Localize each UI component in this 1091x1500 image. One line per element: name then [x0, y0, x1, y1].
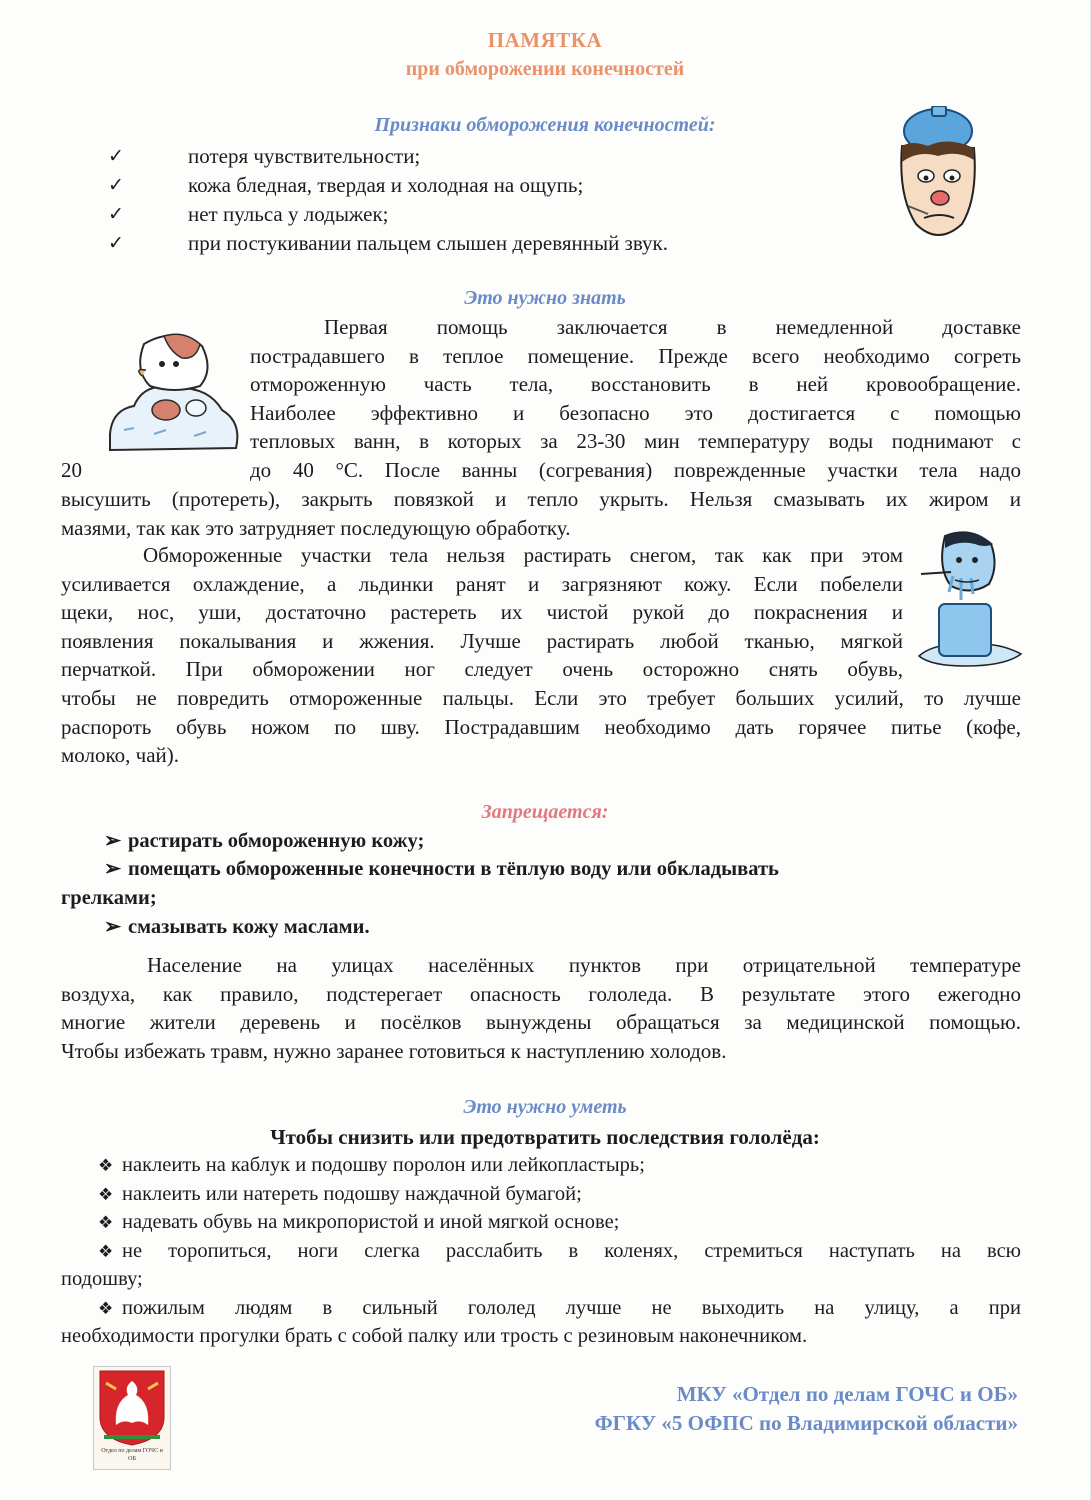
- emblem-caption: Отдел по делам ГОЧС и ОБ: [101, 1448, 163, 1462]
- text-line: молоко, чай).: [61, 743, 179, 768]
- list-item: ✓ потеря чувствительности;: [108, 142, 668, 171]
- text-line: мазями, так как это затрудняет последующую обработку.: [61, 515, 571, 540]
- diamond-bullet-icon: ❖: [98, 1242, 114, 1261]
- diamond-bullet-icon: ❖: [98, 1156, 114, 1175]
- know-heading: Это нужно знать: [464, 287, 626, 309]
- text-line: Население на улицах населённых пунктов при отрицательной температуре: [147, 953, 1021, 977]
- text-line: появления покалывания и жжения. Лучше растирать любой тканью, мягкой: [61, 628, 903, 653]
- emblem: [93, 1366, 171, 1470]
- sick-person-illustration: [888, 106, 988, 246]
- footer-org-2: ФГКУ «5 ОФПС по Владимирской области»: [594, 1411, 1018, 1435]
- text-line: Первая помощь заключается в немедленной доставке: [324, 315, 1021, 339]
- text-line: Чтобы избежать травм, нужно заранее готовиться к наступлению холодов.: [61, 1038, 727, 1063]
- frozen-person-illustration: [915, 530, 1025, 670]
- checkmark-icon: ✓: [108, 175, 124, 196]
- text-line: пострадавшего в теплое помещение. Прежде всего необходимо согреть: [250, 343, 1021, 368]
- snowman-illustration: [104, 330, 244, 458]
- know-paragraph-1-top: [250, 313, 1021, 485]
- text-line: высушить (протереть), закрыть повязкой и тепло укрыть. Нельзя смазывать их жиром и: [61, 487, 1021, 511]
- diamond-bullet-icon: ❖: [98, 1213, 114, 1232]
- prohibited-item-continuation: грелками;: [61, 887, 157, 909]
- prohibited-item: ➢ растирать обмороженную кожу;: [104, 827, 424, 856]
- list-item: ✓ при постукивании пальцем слышен деревянный звук.: [108, 229, 668, 258]
- rule-item: ❖ наклеить на каблук и подошву поролон или лейкопластырь;: [98, 1151, 645, 1181]
- skills-subheading: Чтобы снизить или предотвратить последствия гололёда:: [270, 1125, 820, 1149]
- text-line: Обмороженные участки тела нельзя растирать снегом, так как при этом: [143, 543, 903, 567]
- text-line: отмороженную часть тела, восстановить в ней кровообращение.: [250, 372, 1021, 397]
- diamond-bullet-icon: ❖: [98, 1299, 114, 1318]
- diamond-bullet-icon: ❖: [98, 1185, 114, 1204]
- text-line: распороть обувь ножом по шву. Пострадавшим необходимо дать горячее питье (кофе,: [61, 714, 1021, 739]
- rule-item-continuation: необходимости прогулки брать с собой палку или трость с резиновым наконечником.: [61, 1325, 808, 1347]
- text-line: чтобы не повредить отмороженные пальцы. Если это требует больших усилий, то лучше: [61, 686, 1021, 710]
- footer-org-1: МКУ «Отдел по делам ГОЧС и ОБ»: [676, 1382, 1018, 1406]
- text-line: тепловых ванн, в которых за 23-30 мин температуру воды поднимают с: [250, 429, 1021, 454]
- text-line: Наиболее эффективно и безопасно это достигается с помощью: [250, 400, 1021, 425]
- rule-item: ❖ не торопиться, ноги слегка расслабить в коленях, стремиться наступать на всю: [98, 1237, 1021, 1267]
- know-paragraph-1-bottom: [61, 485, 1021, 542]
- text-line: воздуха, как правило, подстерегает опасность гололеда. В результате этого ежегодно: [61, 981, 1021, 1006]
- arrow-bullet-icon: ➢: [104, 830, 122, 852]
- list-item: ✓ кожа бледная, твердая и холодная на ощупь;: [108, 171, 668, 200]
- text-line: до 40 °С. После ванны (согревания) поврежденные участки тела надо: [250, 457, 1021, 482]
- list-item: ✓ нет пульса у лодыжек;: [108, 200, 668, 229]
- know-paragraph-2-bottom: [61, 684, 1021, 770]
- arrow-bullet-icon: ➢: [104, 916, 122, 938]
- prohibited-heading: Запрещается:: [481, 801, 609, 823]
- arrow-bullet-icon: ➢: [104, 858, 122, 880]
- know-paragraph-2-top: [61, 541, 903, 684]
- text-line: щеки, нос, уши, достаточно растереть их чистой рукой до покраснения и: [61, 600, 903, 625]
- checkmark-icon: ✓: [108, 146, 124, 167]
- text-line: многие жители деревень и посёлков вынуждены обращаться за медицинской помощью.: [61, 1010, 1021, 1035]
- page-subtitle: при обморожении конечностей: [405, 58, 685, 80]
- text-line: усиливается охлаждение, а льдинки ранят и загрязняют кожу. Если побелели: [61, 571, 903, 596]
- checkmark-icon: ✓: [108, 233, 124, 254]
- signs-list: [108, 142, 668, 258]
- skills-heading: Это нужно уметь: [463, 1096, 627, 1118]
- rule-item: ❖ пожилым людям в сильный гололед лучше не выходить на улицу, а при: [98, 1294, 1021, 1324]
- emblem-shield-icon: [94, 1367, 170, 1447]
- rule-item-continuation: подошву;: [61, 1268, 143, 1290]
- ice-paragraph: [61, 951, 1021, 1065]
- rule-item: ❖ надевать обувь на микропористой и иной мягкой основе;: [98, 1208, 619, 1238]
- text-line: перчаткой. При обморожении ног следует очень осторожно снять обувь,: [61, 657, 903, 682]
- rule-item: ❖ наклеить или натереть подошву наждачной бумагой;: [98, 1180, 582, 1210]
- stray-number: 20: [61, 458, 82, 482]
- signs-heading: Признаки обморожения конечностей:: [374, 114, 716, 136]
- checkmark-icon: ✓: [108, 204, 124, 225]
- page-title: ПАМЯТКА: [487, 28, 603, 52]
- prohibited-item: ➢ помещать обмороженные конечности в тёплую воду или обкладывать: [104, 855, 779, 884]
- prohibited-item: ➢ смазывать кожу маслами.: [104, 913, 370, 942]
